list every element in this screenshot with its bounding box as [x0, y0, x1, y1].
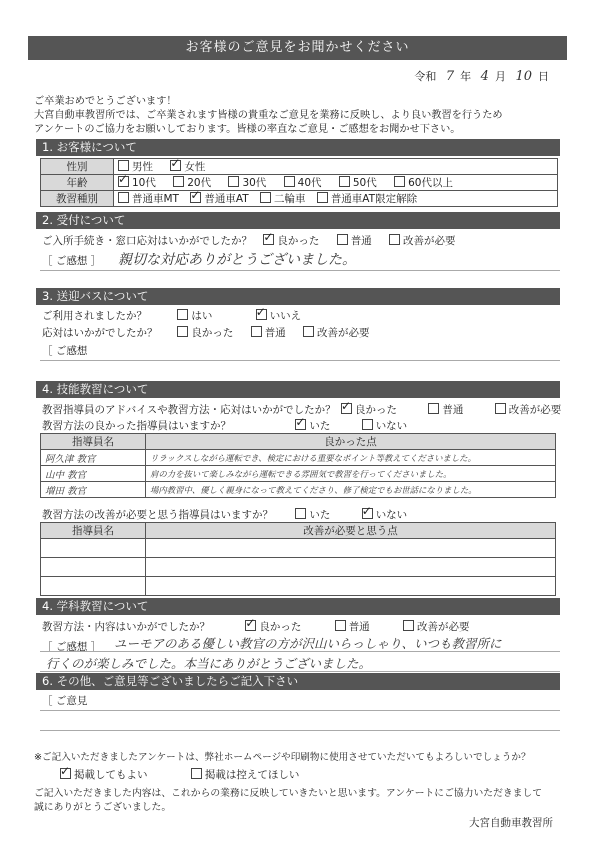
customer-info-table — [40, 158, 558, 207]
option-label: 60代以上 — [408, 177, 453, 189]
option-label: 良かった — [277, 235, 320, 247]
empty-cell[interactable] — [146, 558, 556, 577]
date-day: 10 — [515, 69, 532, 84]
skill-advice-option[interactable] — [341, 402, 397, 417]
checkbox-icon[interactable] — [177, 326, 188, 337]
good-instructor-question: 教習方法の良かった指導員はいますか？ — [42, 420, 231, 432]
comment-line — [40, 651, 560, 652]
lecture-question-row — [42, 619, 484, 634]
improve-instructor-row — [42, 507, 421, 522]
table-row — [41, 558, 556, 577]
option-label: 改善が必要 — [508, 404, 562, 416]
consent-no[interactable] — [191, 767, 300, 782]
course-type-options — [114, 191, 558, 207]
course-option[interactable] — [118, 191, 179, 206]
empty-cell[interactable] — [41, 558, 146, 577]
bus-comment-label: ［ ご感想 — [42, 345, 88, 357]
table-row — [41, 482, 556, 498]
lecture-question: 教習方法・内容はいかがでしたか？ — [42, 621, 210, 633]
instructor-name-header: 指導員名 — [41, 434, 146, 450]
checkbox-icon[interactable] — [118, 160, 129, 171]
empty-cell[interactable] — [41, 539, 146, 558]
instructor-name-header: 指導員名 — [41, 523, 146, 539]
option-label: 40代 — [297, 177, 322, 189]
good-points[interactable]: リラックスしながら運転でき、検定における重要なポイント等教えてくださいました。 — [146, 450, 556, 466]
date-year: 7 — [445, 69, 455, 84]
closing-text — [34, 787, 569, 815]
age-option[interactable] — [228, 175, 266, 190]
option-label: 普通車AT限定解除 — [330, 193, 418, 205]
age-options — [114, 175, 558, 191]
bus-use-option[interactable] — [177, 308, 212, 323]
option-label: 改善が必要 — [417, 621, 470, 633]
improve-instructor-option[interactable] — [362, 507, 408, 522]
option-label: 20代 — [187, 177, 212, 189]
empty-cell[interactable] — [146, 539, 556, 558]
empty-cell[interactable] — [41, 577, 146, 596]
option-label: 良かった — [259, 621, 302, 633]
checkbox-checked-icon[interactable] — [263, 234, 274, 245]
checkbox-checked-icon[interactable] — [295, 419, 306, 430]
age-option[interactable] — [284, 175, 322, 190]
checkbox-icon[interactable] — [495, 403, 506, 414]
consent-options — [60, 767, 313, 782]
reception-question-row — [42, 233, 470, 248]
date-line — [414, 68, 549, 84]
skill-advice-question: 教習指導員のアドバイスや教習方法・応対はいかがでしたか？ — [42, 404, 336, 416]
option-label: いいえ — [269, 310, 302, 322]
comment-label: ご感想 — [55, 255, 88, 267]
skill-advice-option[interactable] — [495, 402, 562, 417]
intro-line: アンケートのご協力をお願いしております。皆様の率直なご意見・ご感想をお聞かせ下さい。 — [34, 124, 461, 135]
checkbox-icon[interactable] — [118, 192, 129, 203]
age-option[interactable] — [339, 175, 377, 190]
option-label: いない — [375, 420, 408, 432]
date-month: 4 — [480, 69, 489, 84]
option-label: 改善が必要 — [317, 327, 370, 339]
bus-service-option[interactable] — [251, 325, 286, 340]
option-label: はい — [191, 310, 213, 322]
gender-female[interactable] — [170, 159, 205, 174]
improve-instructor-question: 教習方法の改善が必要と思う指導員はいますか？ — [42, 509, 273, 521]
bus-use-row — [42, 308, 315, 323]
option-label: 女性 — [184, 161, 206, 173]
reception-option[interactable] — [337, 233, 372, 248]
reception-option[interactable] — [263, 233, 319, 248]
checkbox-icon[interactable] — [173, 176, 184, 187]
improve-points-header: 改善が必要と思う点 — [146, 523, 556, 539]
bus-service-option[interactable] — [177, 325, 233, 340]
skill-advice-option[interactable] — [428, 402, 463, 417]
good-points[interactable]: 肩の力を抜いて楽しみながら運転できる雰囲気で教習を行ってくださいました。 — [146, 466, 556, 482]
comment-label: ご感想 — [55, 641, 88, 653]
lecture-comment-label: ［ ご感想 ］ — [42, 641, 102, 653]
option-label: 普通 — [442, 404, 464, 416]
comment-line — [40, 671, 560, 672]
bus-use-question: ご利用されましたか？ — [42, 310, 147, 322]
option-label: いた — [309, 509, 331, 521]
instructor-name[interactable]: 増田 教官 — [41, 482, 146, 498]
section-4-header: 4. 技能教習について — [36, 381, 560, 398]
consent-yes[interactable] — [60, 767, 148, 782]
comment-line — [40, 360, 560, 361]
course-type-label: 教習種別 — [41, 191, 114, 207]
comment-line — [40, 270, 560, 271]
date-day-unit: 日 — [538, 70, 549, 83]
checkbox-icon[interactable] — [428, 403, 439, 414]
option-label: 普通 — [264, 327, 286, 339]
checkbox-checked-icon[interactable] — [118, 176, 129, 187]
empty-cell[interactable] — [146, 577, 556, 596]
option-label: 改善が必要 — [403, 235, 456, 247]
checkbox-icon[interactable] — [295, 508, 306, 519]
closing-line: ご記入いただきました内容は、これからの業務に反映していきたいと思います。アンケートにご協力いただきまして — [34, 788, 543, 799]
comment-label: ご感想 — [55, 345, 88, 357]
page-title: お客様のご意見をお聞かせください — [28, 36, 567, 60]
option-label: 二輪車 — [273, 193, 306, 205]
age-option[interactable] — [394, 175, 453, 190]
option-label: 掲載は控えてほしい — [204, 769, 300, 781]
checkbox-icon[interactable] — [389, 234, 400, 245]
intro-line: 大宮自動車教習所では、ご卒業されます皆様の貴重なご意見を業務に反映し、より良い教習を行うため — [34, 110, 503, 121]
option-label: 男性 — [132, 161, 153, 173]
lecture-comment-line-2[interactable]: 行くのが楽しみでした。本当にありがとうございました。 — [46, 656, 372, 671]
lecture-comment-line-1[interactable]: ユーモアのある優しい教官の方が沢山いらっしゃり、いつも教習所に — [114, 636, 502, 651]
date-month-unit: 月 — [494, 70, 506, 83]
instructor-name[interactable]: 阿久津 教官 — [41, 450, 146, 466]
intro-line: ご卒業おめでとうございます！ — [34, 96, 177, 107]
table-row — [41, 539, 556, 558]
comment-line — [40, 710, 560, 711]
date-year-unit: 年 — [460, 70, 472, 83]
good-points[interactable]: 場内教習中、優しく親身になって教えてくださり、修了検定でもお世話になりました。 — [146, 482, 556, 498]
intro-text — [34, 95, 564, 137]
reception-question: ご入所手続き・窓口応対はいかがでしたか？ — [42, 235, 252, 247]
gender-label: 性別 — [41, 159, 114, 175]
section-3-header: 3. 送迎バスについて — [36, 288, 560, 305]
table-row — [41, 466, 556, 482]
good-instructor-row — [42, 418, 421, 433]
option-label: 50代 — [352, 177, 377, 189]
bus-service-row — [42, 325, 384, 340]
course-option[interactable] — [190, 191, 248, 206]
section-1-header: 1. お客様について — [36, 139, 560, 156]
option-label: 10代 — [132, 177, 156, 189]
option-label: 普通車MT — [132, 193, 179, 205]
checkbox-checked-icon[interactable] — [256, 309, 267, 320]
checkbox-checked-icon[interactable] — [362, 508, 373, 519]
consent-question: ※ご記入いただきましたアンケートは、弊社ホームページや印刷物に使用させていただいてもよろしいでしょうか？ — [34, 752, 531, 763]
section-2-header: 2. 受付について — [36, 212, 560, 229]
instructor-name[interactable]: 山中 教官 — [41, 466, 146, 482]
age-label: 年齢 — [41, 175, 114, 191]
option-label: 30代 — [242, 177, 267, 189]
checkbox-icon[interactable] — [337, 234, 348, 245]
checkbox-checked-icon[interactable] — [245, 620, 256, 631]
course-option[interactable] — [317, 191, 417, 206]
comment-label: ご意見 — [55, 695, 88, 707]
option-label: 普通 — [350, 235, 372, 247]
option-label: 良かった — [191, 327, 234, 339]
age-option[interactable] — [118, 175, 156, 190]
other-comment-label: ［ ご意見 — [42, 695, 88, 707]
closing-line: 誠にありがとうございました。 — [34, 802, 172, 813]
date-era: 令和 — [414, 70, 437, 83]
bus-use-option[interactable] — [256, 308, 302, 323]
good-instructor-table — [40, 433, 556, 498]
lecture-option[interactable] — [403, 619, 470, 634]
checkbox-icon[interactable] — [339, 176, 350, 187]
checkbox-checked-icon[interactable] — [341, 403, 352, 414]
checkbox-checked-icon[interactable] — [170, 160, 181, 171]
good-points-header: 良かった点 — [146, 434, 556, 450]
reception-comment-label: ［ ご感想 ］ — [42, 255, 102, 267]
option-label: いない — [375, 509, 408, 521]
checkbox-icon[interactable] — [251, 326, 262, 337]
improve-instructor-option[interactable] — [295, 507, 330, 522]
bus-service-option[interactable] — [303, 325, 370, 340]
checkbox-icon[interactable] — [191, 768, 202, 779]
checkbox-icon[interactable] — [362, 419, 373, 430]
gender-options — [114, 159, 558, 175]
option-label: 普通車AT — [204, 193, 249, 205]
table-row — [41, 450, 556, 466]
checkbox-icon[interactable] — [303, 326, 314, 337]
checkbox-icon[interactable] — [177, 309, 188, 320]
checkbox-icon[interactable] — [317, 192, 328, 203]
checkbox-checked-icon[interactable] — [60, 768, 71, 779]
table-row — [41, 577, 556, 596]
checkbox-icon[interactable] — [394, 176, 405, 187]
good-instructor-option[interactable] — [295, 418, 330, 433]
improve-instructor-table — [40, 522, 556, 596]
reception-option[interactable] — [389, 233, 456, 248]
course-option[interactable] — [260, 191, 306, 206]
option-label: 掲載してもよい — [74, 769, 148, 781]
checkbox-icon[interactable] — [260, 192, 271, 203]
lecture-option[interactable] — [245, 619, 301, 634]
checkbox-checked-icon[interactable] — [190, 192, 201, 203]
checkbox-icon[interactable] — [335, 620, 346, 631]
comment-line — [40, 730, 560, 731]
checkbox-icon[interactable] — [403, 620, 414, 631]
checkbox-icon[interactable] — [284, 176, 295, 187]
school-name: 大宮自動車教習所 — [469, 817, 553, 829]
option-label: いた — [309, 420, 331, 432]
section-6-header: 6. その他、ご意見等ございましたらご記入下さい — [36, 673, 560, 690]
section-5-header: 4. 学科教習について — [36, 598, 560, 615]
reception-comment[interactable]: 親切な対応ありがとうございました。 — [118, 252, 356, 268]
bus-service-question: 応対はいかがでしたか？ — [42, 327, 158, 339]
lecture-option[interactable] — [335, 619, 370, 634]
option-label: 良かった — [355, 404, 398, 416]
good-instructor-option[interactable] — [362, 418, 408, 433]
checkbox-icon[interactable] — [228, 176, 239, 187]
option-label: 普通 — [348, 621, 370, 633]
